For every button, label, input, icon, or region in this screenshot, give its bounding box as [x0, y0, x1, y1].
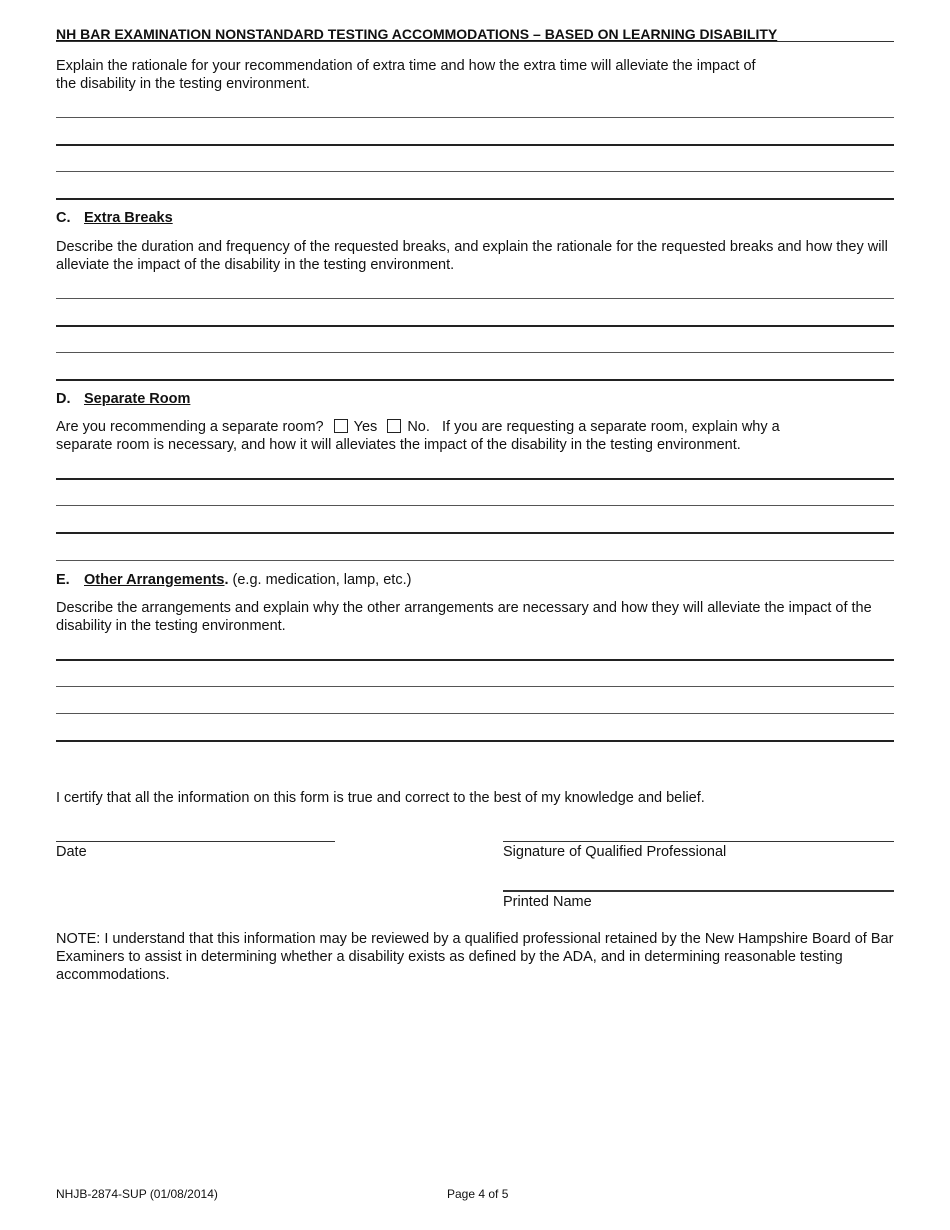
no-label: No.: [407, 419, 430, 435]
section-d-answer-line-4[interactable]: [56, 560, 894, 561]
extra-time-line-1: Explain the rationale for your recommendation of extra time and how the extra time will alleviate the impact of: [56, 58, 756, 74]
section-d-text-line-2: separate room is necessary, and how it will alleviates the impact of the disability in the testing environment.: [56, 437, 741, 453]
section-e-letter: E.: [56, 572, 70, 588]
section-e-answer-line-3[interactable]: [56, 713, 894, 714]
section-e-answer-line-4[interactable]: [56, 740, 894, 742]
signature-label: Signature of Qualified Professional: [503, 844, 727, 860]
section-c-heading: [56, 210, 173, 226]
section-c-letter: C.: [56, 210, 71, 226]
yes-label: Yes: [353, 419, 378, 435]
section-c-instructions: Describe the duration and frequency of the requested breaks, and explain the rationale for the requested breaks and how they will alleviate the impact of the disability in the testing environment.: [56, 239, 888, 273]
section-d-instructions: [56, 418, 894, 454]
note-paragraph: NOTE: I understand that this information may be reviewed by a qualified professional retained by the New Hampshire Board of Bar Examiners to assist in determining whether a disability exists as defined by the ADA, and in determining reasonable testing accommodations.: [56, 931, 894, 983]
page-title: NH BAR EXAMINATION NONSTANDARD TESTING ACCOMMODATIONS – BASED ON LEARNING DISABILITY: [56, 26, 778, 42]
section-c-answer-line-1[interactable]: [56, 298, 894, 299]
section-d-answer-line-1[interactable]: [56, 478, 894, 480]
section-e-answer-line-2[interactable]: [56, 686, 894, 687]
section-e-heading: [56, 572, 411, 588]
extra-time-answer-line-4[interactable]: [56, 198, 894, 200]
page-number: Page 4 of 5: [447, 1187, 509, 1201]
extra-time-answer-line-2[interactable]: [56, 144, 894, 146]
section-d-heading: [56, 391, 190, 407]
extra-time-instructions: [56, 57, 894, 93]
printed-name-field-line[interactable]: [503, 890, 894, 892]
printed-name-label: Printed Name: [503, 894, 592, 910]
no-checkbox[interactable]: [387, 419, 401, 433]
section-c-title: Extra Breaks: [84, 210, 173, 226]
section-c-answer-line-3[interactable]: [56, 352, 894, 353]
yes-checkbox[interactable]: [334, 419, 348, 433]
header-rule: [56, 41, 894, 42]
section-d-answer-line-2[interactable]: [56, 505, 894, 506]
section-e-title-period: .: [224, 572, 229, 588]
separate-room-question: Are you recommending a separate room?: [56, 419, 324, 435]
extra-time-line-2: the disability in the testing environment.: [56, 76, 310, 92]
section-c-answer-line-2[interactable]: [56, 325, 894, 327]
extra-time-answer-line-1[interactable]: [56, 117, 894, 118]
certification-statement: I certify that all the information on this form is true and correct to the best of my knowledge and belief.: [56, 790, 705, 806]
signature-field-line[interactable]: [503, 841, 894, 842]
section-d-letter: D.: [56, 391, 71, 407]
section-e-title: Other Arrangements: [84, 572, 225, 588]
date-label: Date: [56, 844, 87, 860]
form-id: NHJB-2874-SUP (01/08/2014): [56, 1187, 218, 1201]
section-e-instructions: Describe the arrangements and explain why the other arrangements are necessary and how they will alleviate the impact of the disability in the testing environment.: [56, 600, 872, 634]
section-d-title: Separate Room: [84, 391, 191, 407]
section-e-answer-line-1[interactable]: [56, 659, 894, 661]
date-field-line[interactable]: [56, 841, 335, 842]
extra-time-answer-line-3[interactable]: [56, 171, 894, 172]
section-d-answer-line-3[interactable]: [56, 532, 894, 534]
section-e-suffix: (e.g. medication, lamp, etc.): [228, 572, 412, 588]
section-c-answer-line-4[interactable]: [56, 379, 894, 381]
section-d-text-line-1: If you are requesting a separate room, explain why a: [441, 419, 780, 435]
